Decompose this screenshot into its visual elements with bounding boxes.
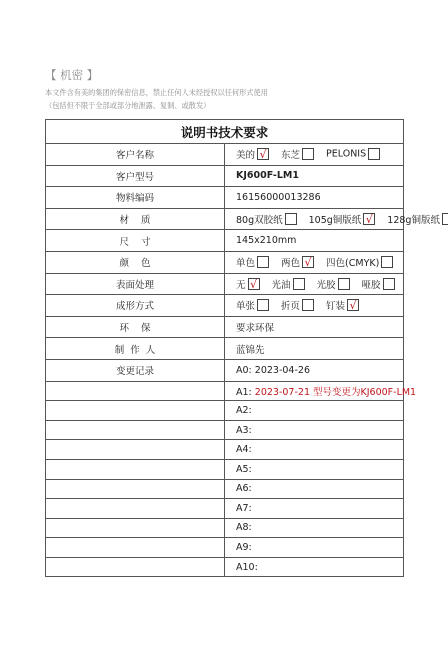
option-item: [236, 212, 297, 226]
changelog-text: 2023-04-26: [254, 364, 310, 376]
empty-label-cell: [46, 499, 225, 519]
options-cell: [225, 251, 404, 273]
empty-label-cell: [46, 538, 225, 558]
changelog-row: [46, 381, 404, 401]
changelog-text: 2023-07-21 型号变更为KJ600F-LM1: [254, 386, 417, 398]
changelog-row: [46, 440, 404, 460]
option-item: [309, 212, 376, 226]
confidential-notice: 本文件含有美的集团的保密信息，禁止任何人未经授权以任何形式使用: [45, 88, 268, 97]
option-item: [236, 147, 269, 161]
checkbox-checked-icon[interactable]: √: [347, 299, 359, 311]
checkbox-empty-icon[interactable]: [302, 148, 314, 160]
empty-label-cell: [46, 401, 225, 421]
changelog-entry: [225, 538, 404, 558]
row-color: [46, 251, 404, 273]
option-item: [236, 277, 260, 291]
option-item: [281, 298, 314, 312]
confidential-label: 【 机密 】: [45, 68, 99, 82]
option-label: 折页: [281, 301, 301, 313]
option-item: [236, 255, 269, 269]
customer-model-value: KJ600F-LM1: [225, 165, 404, 187]
option-item: [317, 277, 350, 291]
row-material: [46, 208, 404, 230]
option-item: [326, 148, 380, 160]
option-label: 80g双胶纸: [236, 215, 283, 227]
spec-table: [45, 119, 440, 577]
row-label: 客户名称: [46, 144, 225, 166]
option-label: 105g铜版纸: [308, 215, 362, 227]
row-forming: [46, 295, 404, 317]
changelog-id: A6:: [236, 483, 252, 495]
row-customer-name: [46, 144, 404, 166]
changelog-id: A8:: [236, 522, 252, 534]
option-label: PELONIS: [326, 148, 367, 160]
changelog-id: A7:: [236, 502, 252, 514]
checkbox-empty-icon[interactable]: [383, 278, 395, 290]
checkbox-empty-icon[interactable]: [368, 148, 380, 160]
changelog-id: A5:: [236, 463, 252, 475]
option-item: [281, 255, 314, 269]
option-item: [326, 298, 359, 312]
checkbox-empty-icon[interactable]: [302, 299, 314, 311]
checkbox-empty-icon[interactable]: [285, 213, 297, 225]
changelog-row: [46, 420, 404, 440]
option-label: 美的: [236, 150, 256, 162]
row-size: [46, 230, 404, 252]
changelog-id: A3:: [236, 424, 252, 436]
changelog-entry: [225, 518, 404, 538]
changelog-id: A4:: [236, 444, 252, 456]
changelog-row: [46, 499, 404, 519]
empty-label-cell: [46, 557, 225, 577]
empty-label-cell: [46, 440, 225, 460]
row-label: 制 作 人: [46, 338, 225, 360]
row-label: 成形方式: [46, 295, 225, 317]
row-author: [46, 338, 404, 360]
changelog-id: A10:: [236, 561, 258, 573]
table-title: 说明书技术要求: [46, 120, 404, 144]
size-value: 145x210mm: [225, 230, 404, 252]
checkbox-empty-icon[interactable]: [442, 213, 448, 225]
checkbox-checked-icon[interactable]: √: [248, 278, 260, 290]
option-item: [236, 298, 269, 312]
checkbox-empty-icon[interactable]: [257, 256, 269, 268]
checkbox-empty-icon[interactable]: [293, 278, 305, 290]
env-value: 要求环保: [225, 316, 404, 338]
changelog-row: [46, 401, 404, 421]
row-label: 材 质: [46, 208, 225, 230]
option-label: 128g铜版纸: [387, 215, 440, 227]
option-label: 四色(CMYK): [326, 258, 380, 270]
changelog-row: [46, 557, 404, 577]
checkbox-empty-icon[interactable]: [338, 278, 350, 290]
options-cell: [225, 208, 440, 230]
option-label: 单色: [236, 258, 256, 270]
option-label: 钉装: [326, 301, 346, 313]
option-label: 单张: [236, 301, 256, 313]
empty-label-cell: [46, 459, 225, 479]
changelog-entry: [225, 499, 404, 519]
changelog-entry: [225, 359, 404, 381]
row-label: 物料编码: [46, 187, 225, 209]
checkbox-checked-icon[interactable]: √: [257, 148, 269, 160]
changelog-row: [46, 459, 404, 479]
changelog-id: A9:: [236, 542, 252, 554]
changelog-entry: [225, 557, 404, 577]
option-label: 东芝: [281, 150, 301, 162]
row-surface: [46, 273, 404, 295]
empty-label-cell: [46, 420, 225, 440]
option-item: [281, 147, 314, 161]
changelog-id: A1:: [236, 386, 252, 398]
row-env: [46, 316, 404, 338]
option-label: 两色: [281, 258, 301, 270]
row-label: 环 保: [46, 316, 225, 338]
row-label: 尺 寸: [46, 230, 225, 252]
options-cell: [225, 295, 404, 317]
row-label: 客户型号: [46, 165, 225, 187]
changelog-id: A2:: [236, 404, 252, 416]
changelog-row: [46, 479, 404, 499]
checkbox-empty-icon[interactable]: [257, 299, 269, 311]
option-item: [326, 255, 393, 269]
changelog-entry: [225, 401, 404, 421]
row-label: 颜 色: [46, 251, 225, 273]
changelog-entry: [225, 440, 404, 460]
options-cell: [225, 144, 404, 166]
option-item: [272, 277, 305, 291]
option-label: 光胶: [316, 279, 336, 291]
changelog-row: [46, 518, 404, 538]
empty-label-cell: [46, 381, 225, 401]
author-value: 蓝锦先: [225, 338, 404, 360]
row-customer-model: [46, 165, 404, 187]
changelog-row: [46, 538, 404, 558]
option-item: [387, 212, 448, 226]
changelog-id: A0:: [236, 364, 252, 376]
empty-label-cell: [46, 518, 225, 538]
material-code-value: 16156000013286: [225, 187, 404, 209]
option-label: 哑胶: [361, 279, 381, 291]
empty-label-cell: [46, 479, 225, 499]
option-label: 无: [236, 279, 246, 291]
row-material-code: [46, 187, 404, 209]
confidential-notice-scope: （包括但不限于全部或部分地泄露、复制、或散发）: [45, 101, 211, 110]
row-label: 表面处理: [46, 273, 225, 295]
changelog-entry: [225, 381, 417, 401]
options-cell: [225, 273, 404, 295]
option-item: [362, 277, 395, 291]
changelog-entry: [225, 420, 404, 440]
checkbox-empty-icon[interactable]: [381, 256, 393, 268]
checkbox-checked-icon[interactable]: √: [302, 256, 314, 268]
changelog-row: [46, 359, 404, 381]
row-label: 变更记录: [46, 359, 225, 381]
changelog-entry: [225, 479, 404, 499]
changelog-entry: [225, 459, 404, 479]
checkbox-checked-icon[interactable]: √: [363, 213, 375, 225]
option-label: 光油: [271, 279, 291, 291]
